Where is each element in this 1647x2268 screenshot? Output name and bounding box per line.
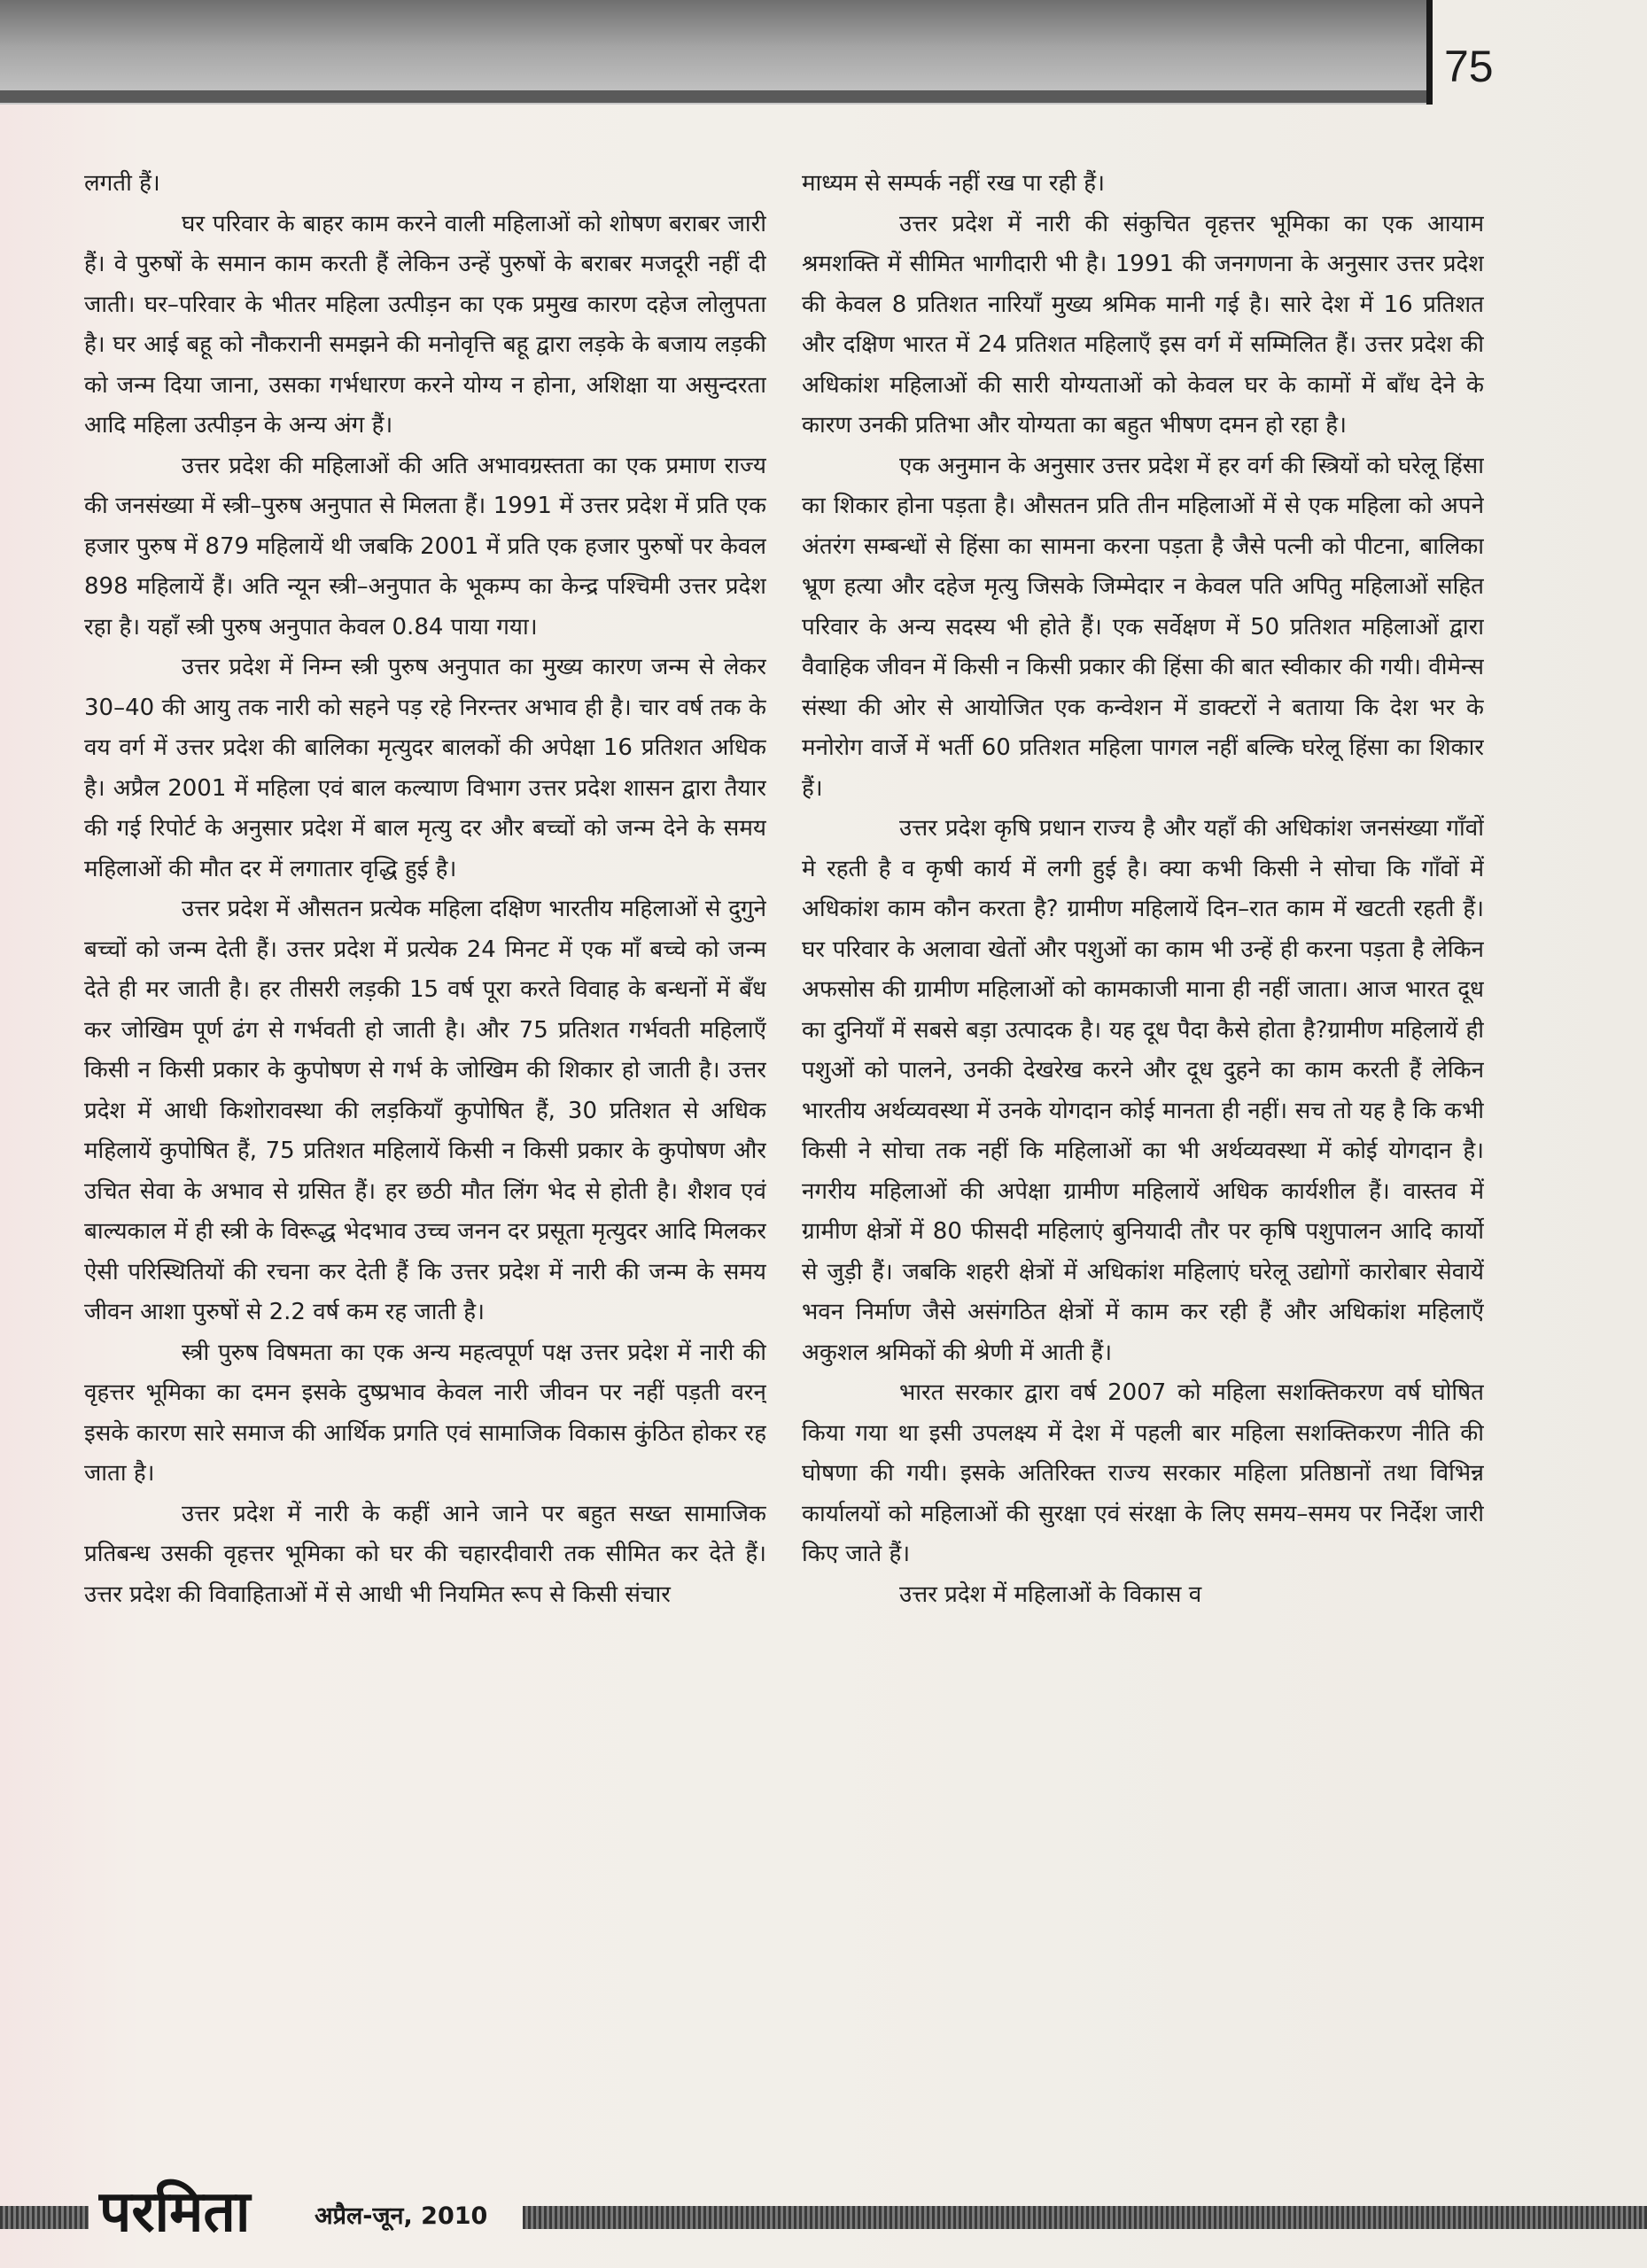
header-band	[0, 0, 1426, 105]
footer-rule-right	[523, 2206, 1647, 2229]
paragraph: उत्तर प्रदेश की महिलाओं की अति अभावग्रस्तता का एक प्रमाण राज्य की जनसंख्या में स्त्री–पुरुष अनुपात से मिलता हैं। 1991 में उत्तर प्रदेश में प्रति एक हजार पुरुष में 879 महिलायें थी जबकि 2001 में प्रति एक हजार पुरुषों पर केवल 898 महिलायें हैं। अति न्यून स्त्री–अनुपात के भूकम्प का केन्द्र पश्चिमी उत्तर प्रदेश रहा है। यहाँ स्त्री पुरुष अनुपात केवल 0.84 पाया गया।	[84, 452, 766, 641]
page-number: 75	[1444, 42, 1494, 91]
right-text-column	[802, 164, 1484, 2140]
header-rule	[0, 90, 1426, 103]
page-footer	[0, 2162, 1647, 2268]
left-text-column	[84, 164, 766, 2140]
paragraph: एक अनुमान के अनुसार उत्तर प्रदेश में हर वर्ग की स्त्रियों को घरेलू हिंसा का शिकार होना पड़ता है। औसतन प्रति तीन महिलाओं में से एक महिला को अपने अंतरंग सम्बन्धों से हिंसा का सामना करना पड़ता है जैसे पत्नी को पीटना, बालिका भ्रूण हत्या और दहेज मृत्यु जिसके जिम्मेदार न केवल पति अपितु महिलाओं सहित परिवार के अन्य सदस्य भी होते हैं। एक सर्वेक्षण में 50 प्रतिशत महिलाओं द्वारा वैवाहिक जीवन में किसी न किसी प्रकार की हिंसा की बात स्वीकार की गयी। वीमेन्स संस्था की ओर से आयोजित एक कन्वेशन में डाक्टरों ने बताया कि देश भर के मनोरोग वार्जे में भर्ती 60 प्रतिशत महिला पागल नहीं बल्कि घरेलू हिंसा का शिकार हैं।	[802, 452, 1484, 802]
paragraph: उत्तर प्रदेश में निम्न स्त्री पुरुष अनुपात का मुख्य कारण जन्म से लेकर 30–40 की आयु तक नारी को सहने पड़ रहे निरन्तर अभाव ही है। चार वर्ष तक के वय वर्ग में उत्तर प्रदेश की बालिका मृत्युदर बालकों की अपेक्षा 16 प्रतिशत अधिक है। अप्रैल 2001 में महिला एवं बाल कल्याण विभाग उत्तर प्रदेश शासन द्वारा तैयार की गई रिपोर्ट के अनुसार प्रदेश में बाल मृत्यु दर और बच्चों को जन्म देने के समय महिलाओं की मौत दर में लगातार वृद्धि हुई है।	[84, 654, 766, 882]
paragraph: उत्तर प्रदेश में महिलाओं के विकास व	[899, 1581, 1202, 1608]
footer-rule-left	[0, 2206, 89, 2229]
paragraph: स्त्री पुरुष विषमता का एक अन्य महत्वपूर्ण पक्ष उत्तर प्रदेश में नारी की वृहत्तर भूमिका का दमन इसके दुष्प्रभाव केवल नारी जीवन पर नहीं पड़ती वरन् इसके कारण सारे समाज की आर्थिक प्रगति एवं सामाजिक विकास कुंठित होकर रह जाता है।	[84, 1339, 766, 1487]
paragraph: भारत सरकार द्वारा वर्ष 2007 को महिला सशक्तिकरण वर्ष घोषित किया गया था इसी उपलक्ष्य में देश में पहली बार महिला सशक्तिकरण नीति की घोषणा की गयी। इसके अतिरिक्त राज्य सरकार महिला प्रतिष्ठानों तथा विभिन्न कार्यालयों को महिलाओं की सुरक्षा एवं संरक्षा के लिए समय–समय पर निर्देश जारी किए जाते हैं।	[802, 1379, 1484, 1567]
paragraph: उत्तर प्रदेश कृषि प्रधान राज्य है और यहाँ की अधिकांश जनसंख्या गाँवों मे रहती है व कृषी कार्य में लगी हुई है। क्या कभी किसी ने सोचा कि गाँवों में अधिकांश काम कौन करता है? ग्रामीण महिलायें दिन–रात काम में खटती रहती हैं। घर परिवार के अलावा खेतों और पशुओं का काम भी उन्हें ही करना पड़ता है लेकिन अफसोस की ग्रामीण महिलाओं को कामकाजी माना ही नहीं जाता। आज भारत दूध का दुनियाँ में सबसे बड़ा उत्पादक है। यह दूध पैदा कैसे होता है?ग्रामीण महिलायें ही पशुओं को पालने, उनकी देखरेख करने और दूध दुहने का काम करती हैं लेकिन भारतीय अर्थव्यवस्था में उनके योगदान कोई मानता ही नहीं। सच तो यह है कि कभी किसी ने सोचा तक नहीं कि महिलाओं का भी अर्थव्यवस्था में कोई योगदान है। नगरीय महिलाओं की अपेक्षा ग्रामीण महिलायें अधिक कार्यशील हैं। वास्तव में ग्रामीण क्षेत्रों में 80 फीसदी महिलाएं बुनियादी तौर पर कृषि पशुपालन आदि कार्यो से जुड़ी हैं। जबकि शहरी क्षेत्रों में अधिकांश महिलाएं घरेलू उद्योगों कारोबार सेवायें भवन निर्माण जैसे असंगठित क्षेत्रों में काम कर रही हैं और अधिकांश महिलाएँ अकुशल श्रमिकों की श्रेणी में आती हैं।	[802, 815, 1484, 1366]
paragraph: उत्तर प्रदेश में नारी के कहीं आने जाने पर बहुत सख्त सामाजिक प्रतिबन्ध उसकी वृहत्तर भूमिका को घर की चहारदीवारी तक सीमित कर देते हैं। उत्तर प्रदेश की विवाहिताओं में से आधी भी नियमित रूप से किसी संचार	[84, 1500, 766, 1608]
paragraph: घर परिवार के बाहर काम करने वाली महिलाओं को शोषण बराबर जारी हैं। वे पुरुषों के समान काम करती हैं लेकिन उन्हें पुरुषों के बराबर मजदूरी नहीं दी जाती। घर–परिवार के भीतर महिला उत्पीड़न का एक प्रमुख कारण दहेज लोलुपता है। घर आई बहू को नौकरानी समझने की मनोवृत्ति बहू द्वारा लड़के के बजाय लड़की को जन्म दिया जाना, उसका गर्भधारण करने योग्य न होना, अशिक्षा या असुन्दरता आदि महिला उत्पीड़न के अन्य अंग हैं।	[84, 210, 766, 439]
paragraph: माध्यम से सम्पर्क नहीं रख पा रही हैं।	[802, 170, 1105, 197]
page-number-divider	[1426, 0, 1433, 105]
paragraph: उत्तर प्रदेश में नारी की संकुचित वृहत्तर भूमिका का एक आयाम श्रमशक्ति में सीमित भागीदारी भी है। 1991 की जनगणना के अनुसार उत्तर प्रदेश की केवल 8 प्रतिशत नारियाँ मुख्य श्रमिक मानी गई है। सारे देश में 16 प्रतिशत और दक्षिण भारत में 24 प्रतिशत महिलाएँ इस वर्ग में सम्मिलित हैं। उत्तर प्रदेश की अधिकांश महिलाओं की सारी योग्यताओं को केवल घर के कामों में बाँध देने के कारण उनकी प्रतिभा और योग्यता का बहुत भीषण दमन हो रहा है।	[802, 210, 1484, 439]
magazine-logo: परमिता	[99, 2179, 251, 2245]
paragraph: उत्तर प्रदेश में औसतन प्रत्येक महिला दक्षिण भारतीय महिलाओं से दुगुने बच्चों को जन्म देती हैं। उत्तर प्रदेश में प्रत्येक 24 मिनट में एक माँ बच्चे को जन्म देते ही मर जाती है। हर तीसरी लड़की 15 वर्ष पूरा करते विवाह के बन्धनों में बँध कर जोखिम पूर्ण ढंग से गर्भवती हो जाती है। और 75 प्रतिशत गर्भवती महिलाएँ किसी न किसी प्रकार के कुपोषण से गर्भ के जोखिम की शिकार हो जाती है। उत्तर प्रदेश में आधी किशोरावस्था की लड़कियाँ कुपोषित हैं, 30 प्रतिशत से अधिक महिलायें कुपोषित हैं, 75 प्रतिशत महिलायें किसी न किसी प्रकार के कुपोषण और उचित सेवा के अभाव से ग्रसित हैं। हर छठी मौत लिंग भेद से होती है। शैशव एवं बाल्यकाल में ही स्त्री के विरूद्ध भेदभाव उच्च जनन दर प्रसूता मृत्युदर आदि मिलकर ऐसी परिस्थितियों की रचना कर देती हैं कि उत्तर प्रदेश में नारी की जन्म के समय जीवन आशा पुरुषों से 2.2 वर्ष कम रह जाती है।	[84, 896, 766, 1325]
issue-date: अप्रैल-जून, 2010	[315, 2202, 488, 2230]
paragraph: लगती हैं।	[84, 170, 160, 197]
